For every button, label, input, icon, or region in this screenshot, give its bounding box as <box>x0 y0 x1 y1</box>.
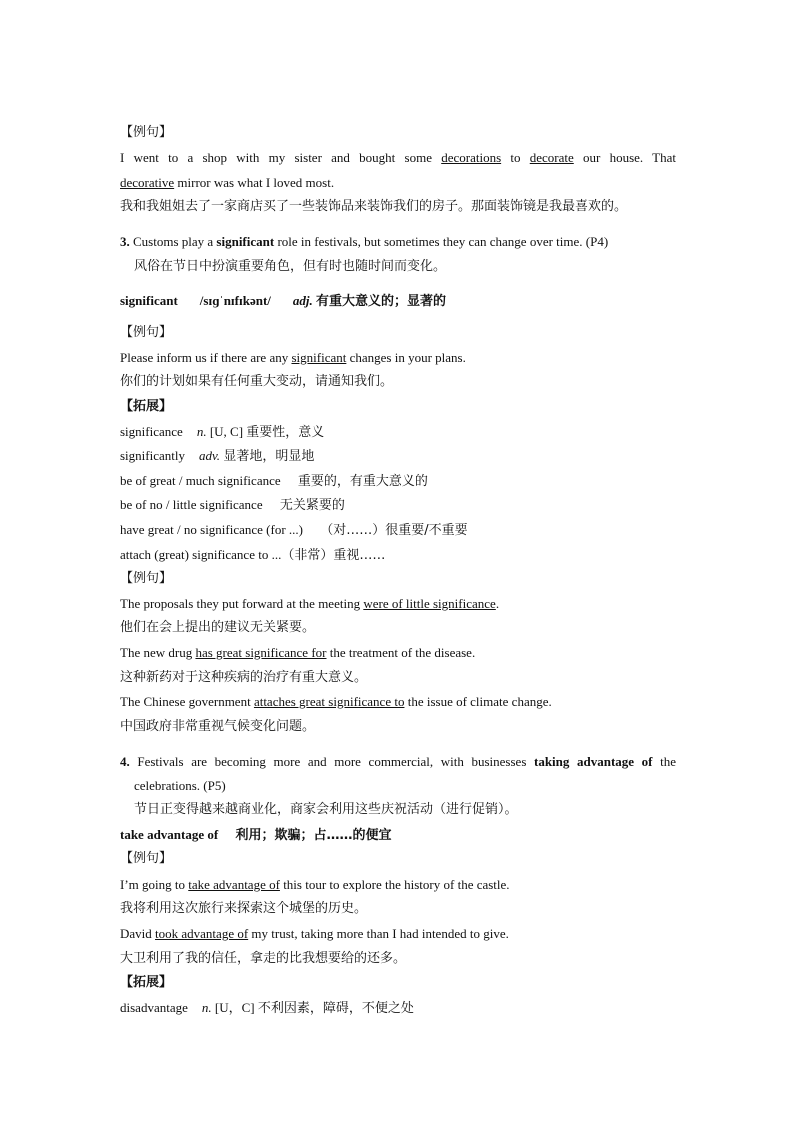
example-sentence <box>120 350 466 366</box>
key-word: significant <box>216 234 275 249</box>
term: disadvantage <box>120 1000 188 1015</box>
headword: significant <box>120 293 178 308</box>
underlined-term: decorative <box>120 175 175 190</box>
extension-item <box>120 497 345 514</box>
extension-item <box>120 424 324 441</box>
key-sentence-4 <box>120 754 676 770</box>
underlined-term: took advantage of <box>155 926 249 941</box>
item-number: 4. <box>120 754 130 769</box>
part-of-speech: adv. <box>199 448 221 463</box>
example-heading: 【例句】 <box>120 851 173 866</box>
example-translation: 这种新药对于这种疾病的治疗有重大意义。 <box>120 670 368 685</box>
definition: 重要的，有重大意义的 <box>297 474 428 489</box>
extension-heading: 【拓展】 <box>120 975 173 990</box>
text: The proposals they put forward at the meeting <box>120 596 364 611</box>
part-of-speech: adj. <box>292 293 313 308</box>
definition: 显著地，明显地 <box>223 449 315 464</box>
grammar-note: [U，C] <box>211 1000 255 1015</box>
definition: 有重大意义的；显著的 <box>316 294 447 309</box>
example-sentence <box>120 694 552 710</box>
term: significance <box>120 424 183 439</box>
text: The Chinese government <box>120 694 254 709</box>
extension-heading: 【拓展】 <box>120 399 173 414</box>
text: role in festivals, but sometimes they can change over time. (P4) <box>274 234 609 249</box>
definition: 不利因素，障碍，不便之处 <box>257 1001 414 1016</box>
example-translation: 我将利用这次旅行来探索这个城堡的历史。 <box>120 901 368 916</box>
underlined-term: decorations <box>441 150 502 165</box>
part-of-speech: n. <box>196 424 207 439</box>
example-heading: 【例句】 <box>120 571 173 586</box>
example-translation: 他们在会上提出的建议无关紧要。 <box>120 620 316 635</box>
grammar-note: [U, C] <box>206 424 244 439</box>
definition: 无关紧要的 <box>279 498 345 513</box>
extension-item <box>120 522 468 539</box>
text: . <box>495 596 500 611</box>
key-sentence-cont: celebrations. (P5) <box>134 778 226 793</box>
text: changes in your plans. <box>346 350 466 365</box>
example-sentence <box>120 596 499 612</box>
example-sentence <box>120 150 676 166</box>
definition: 利用；欺骗；占……的便宜 <box>235 828 392 843</box>
underlined-term: were of little significance <box>363 596 496 611</box>
text: the treatment of the disease. <box>326 645 476 660</box>
text: our house. That <box>573 150 676 165</box>
term: be of no / little significance <box>120 497 263 512</box>
text: I’m going to <box>120 877 189 892</box>
text: The new drug <box>120 645 196 660</box>
key-sentence-translation: 风俗在节日中扮演重要角色，但有时也随时间而变化。 <box>134 259 447 274</box>
example-sentence <box>120 877 510 893</box>
example-heading: 【例句】 <box>120 325 173 340</box>
extension-item <box>120 448 314 465</box>
text: Festivals are becoming more and more commercial, with businesses <box>129 754 534 769</box>
term: attach (great) significance to ... <box>120 547 282 562</box>
part-of-speech: n. <box>201 1000 212 1015</box>
underlined-term: take advantage of <box>188 877 280 892</box>
example-translation: 大卫利用了我的信任，拿走的比我想要给的还多。 <box>120 951 407 966</box>
phonetic: /sɪɡˈnɪfɪkənt/ <box>199 293 271 308</box>
underlined-term: significant <box>291 350 347 365</box>
underlined-term: decorate <box>529 150 574 165</box>
example-translation: 中国政府非常重视气候变化问题。 <box>120 719 316 734</box>
term: be of great / much significance <box>120 473 281 488</box>
definition: （非常）重视…… <box>281 548 386 563</box>
text: David <box>120 926 156 941</box>
example-sentence-cont <box>120 175 334 191</box>
text: the <box>652 754 677 769</box>
example-sentence <box>120 926 509 942</box>
example-translation: 你们的计划如果有任何重大变动，请通知我们。 <box>120 374 394 389</box>
text: Customs play a <box>129 234 217 249</box>
underlined-term: has great significance for <box>195 645 327 660</box>
key-sentence-translation: 节日正变得越来越商业化，商家会利用这些庆祝活动（进行促销）。 <box>134 802 518 817</box>
text: my trust, taking more than I had intended to give. <box>248 926 509 941</box>
extension-item <box>120 1000 414 1017</box>
text: to <box>501 150 530 165</box>
key-sentence-3 <box>120 234 608 250</box>
term: have great / no significance (for ...) <box>120 522 304 537</box>
example-heading: 【例句】 <box>120 125 173 140</box>
headword: take advantage of <box>120 827 219 842</box>
underlined-term: attaches great significance to <box>253 694 405 709</box>
term: significantly <box>120 448 185 463</box>
example-sentence <box>120 645 475 661</box>
item-number: 3. <box>120 234 130 249</box>
text: the issue of climate change. <box>404 694 552 709</box>
key-phrase: taking advantage of <box>534 754 653 769</box>
definition: 重要性，意义 <box>246 425 325 440</box>
extension-item <box>120 473 428 490</box>
example-translation: 我和我姐姐去了一家商店买了一些装饰品来装饰我们的房子。那面装饰镜是我最喜欢的。 <box>120 199 628 214</box>
definition: （对……）很重要/不重要 <box>320 523 468 538</box>
text: mirror was what I loved most. <box>174 175 335 190</box>
extension-item <box>120 547 385 564</box>
vocab-entry <box>120 293 446 310</box>
text: I went to a shop with my sister and bought some <box>120 150 442 165</box>
text: Please inform us if there are any <box>120 350 292 365</box>
phrase-entry <box>120 827 391 844</box>
text: this tour to explore the history of the castle. <box>279 877 510 892</box>
